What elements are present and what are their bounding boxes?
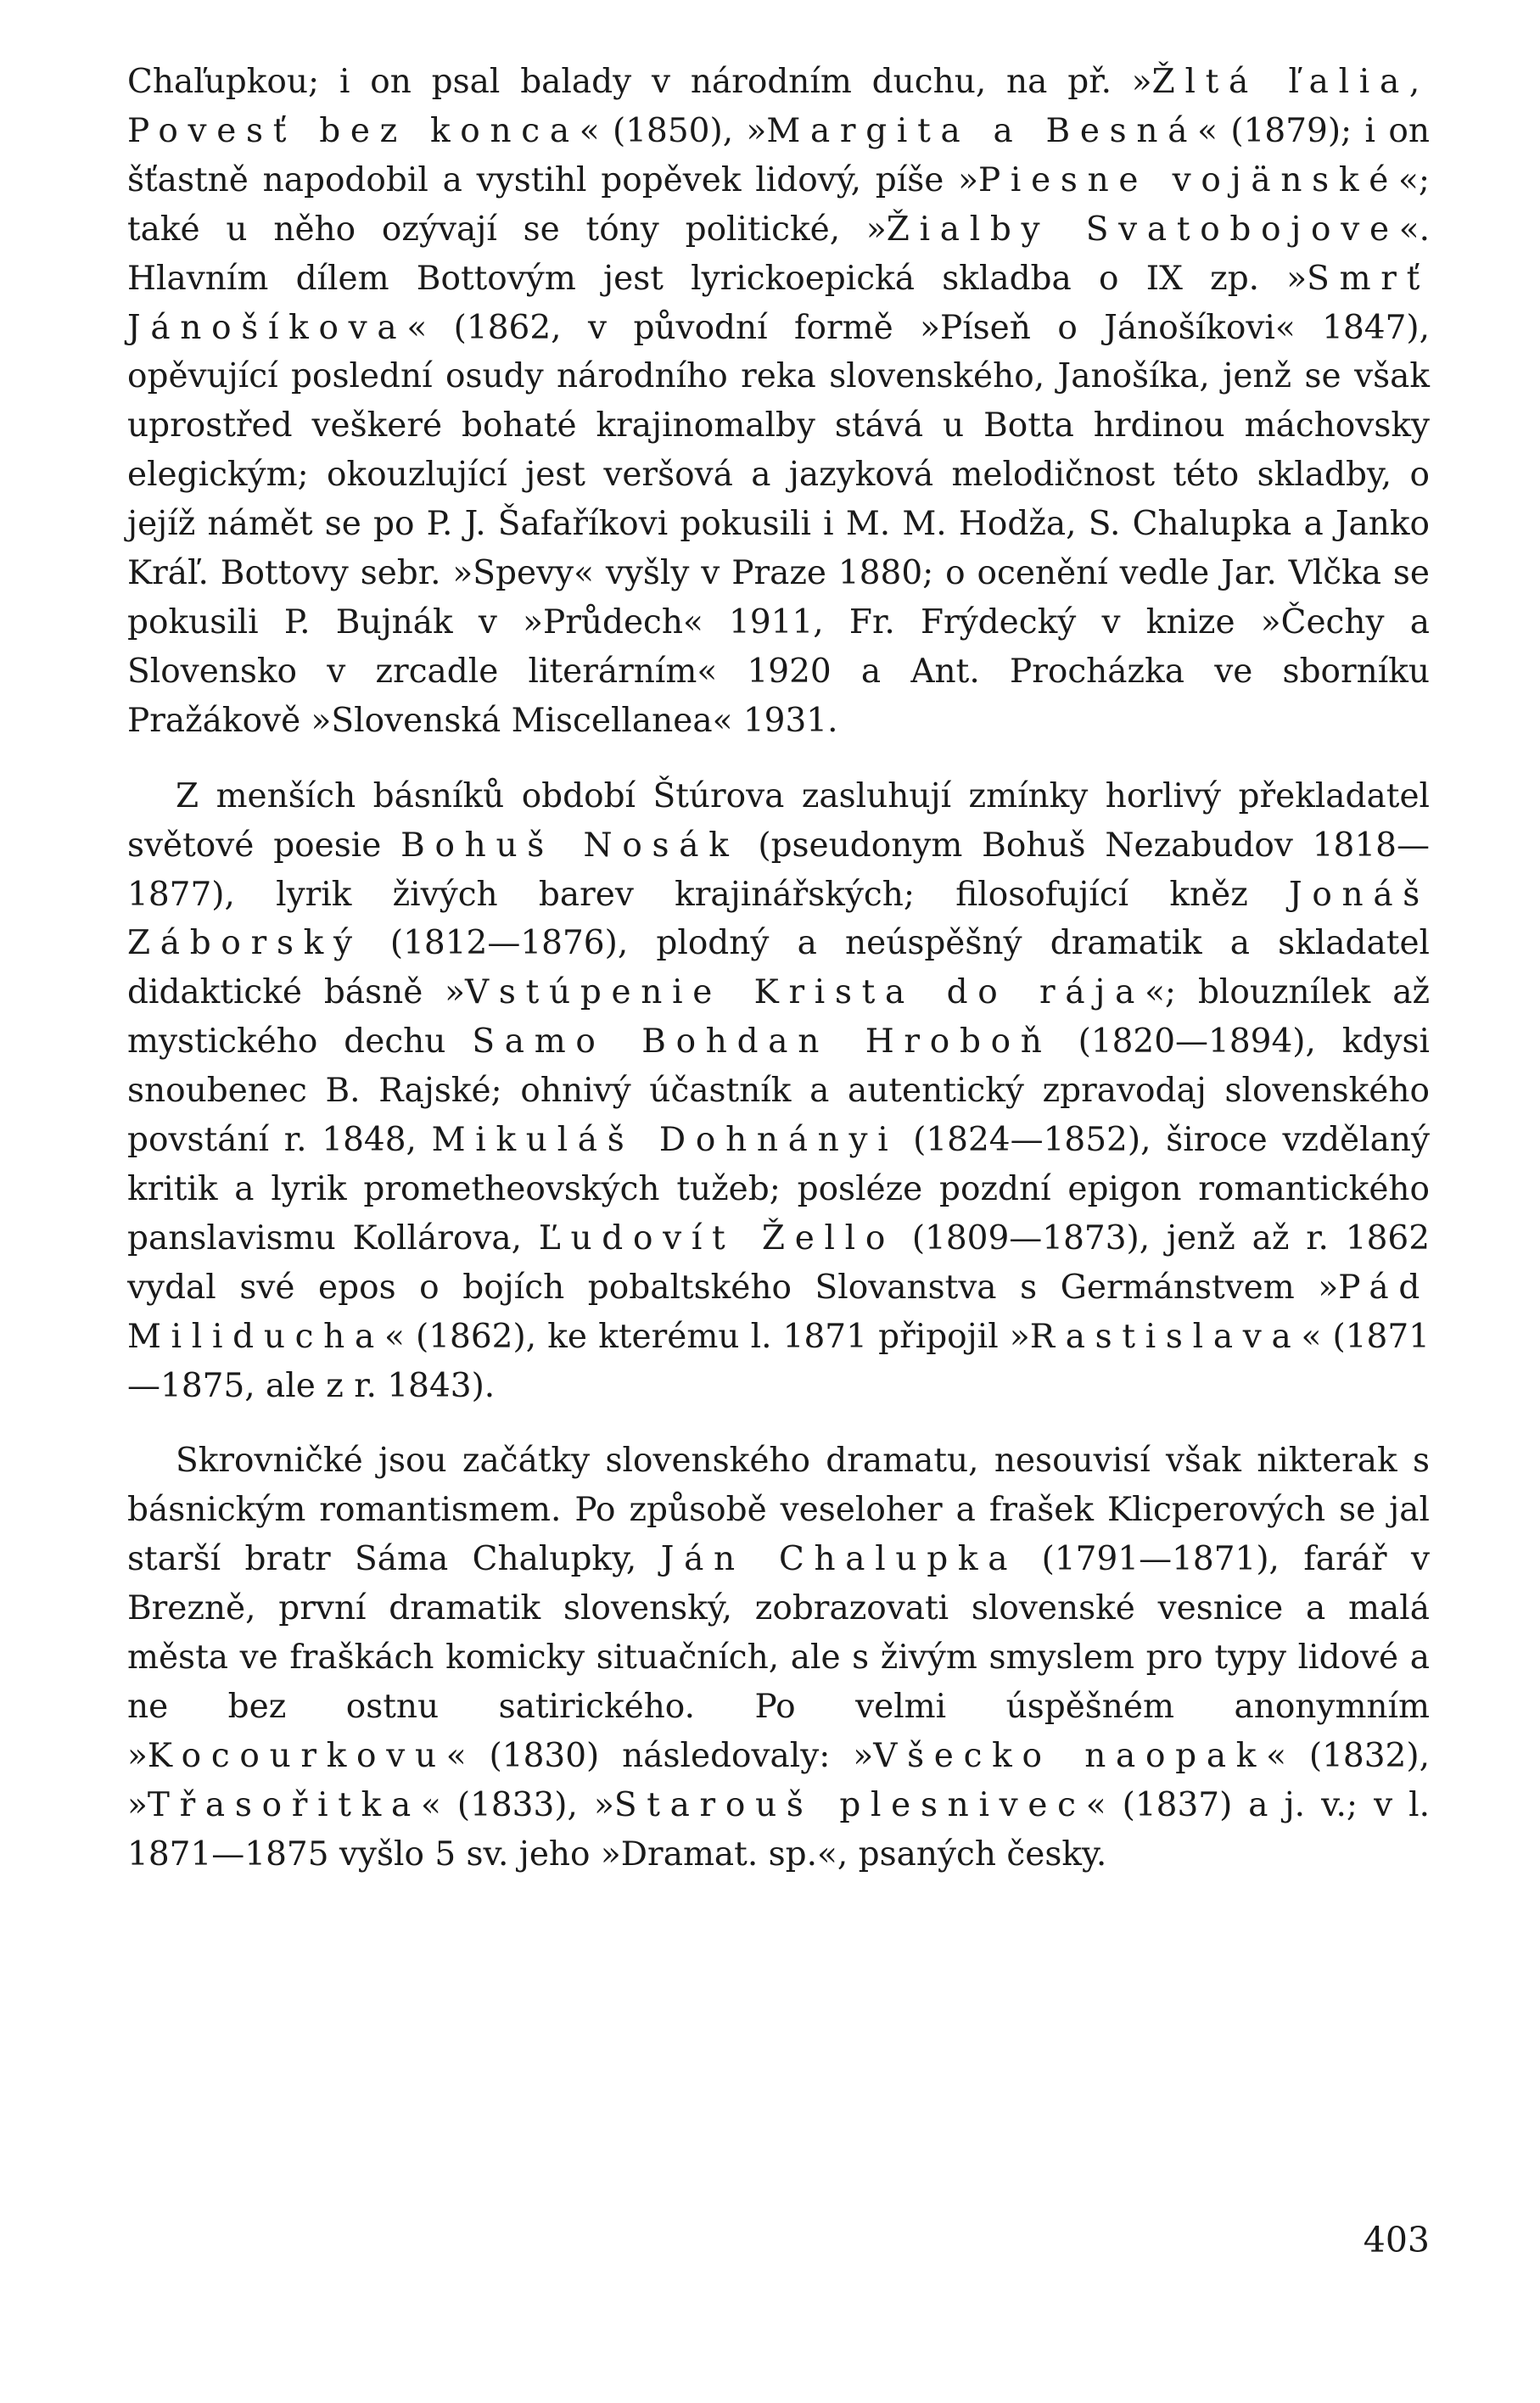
text-run: « (1871—1875, ale z r. 1843). xyxy=(127,1317,1430,1405)
spaced-emphasis: Kocourkovu xyxy=(147,1736,446,1775)
text-run: «; také u něho ozývají se tóny politické, » xyxy=(127,160,1430,249)
spaced-emphasis: Starouš plesnivec xyxy=(613,1785,1086,1824)
text-run: «; blouznílek až mystického dechu xyxy=(127,973,1430,1061)
text-run: « (1833), » xyxy=(420,1785,614,1824)
text-run: (1809—1873), jenž až r. 1862 vydal své epos o bojích pobaltského Slovanstva s Germánstvem » xyxy=(127,1218,1431,1307)
text-run: « (1879); i on šťastně napodobil a vystihl popěvek lidový, píše » xyxy=(127,111,1430,199)
text-run: (1824—1852), široce vzdělaný kritik a lyrik prometheovských tužeb; posléze pozdní epigon romantického panslavismu Kollárova, xyxy=(127,1121,1431,1258)
text-run: « (1862, v původní formě »Píseň o Jánošíkovi« 1847), opěvující poslední osudy národního reka slovenského, Janošíka, jenž se však uprostřed veškeré bohaté krajinomalby stává u Botta hrdinou máchovsky elegickým; okouzlující jest veršová a jazyková melodičnost této skladby, o jejíž námět se po P. J. Šafaříkovi pokusili i M. M. Hodža, S. Chalupka a Janko Kráľ. Bottovy sebr. »Spevy« vyšly v Praze 1880; o ocenění vedle Jar. Vlčka se pokusili P. Bujnák v »Průdech« 1911, Fr. Frýdecký v knize »Čechy a Slovensko v zrcadle literárním« 1920 a Ant. Procházka ve sborníku Pražákově »Slovenská Miscellanea« 1931. xyxy=(127,308,1430,740)
text-run: Skrovničké jsou začátky slovenského dramatu, nesouvisí však nikterak s básnickým romantismem. Po způsobě veseloher a frašek Klicperových se jal starší bratr Sáma Chalupky, xyxy=(127,1442,1430,1579)
spaced-emphasis: Mikuláš Dohnányi xyxy=(431,1121,899,1160)
text-run: « (1837) a j. v.; v l. 1871—1875 vyšlo 5 sv. jeho »Dramat. sp.«, psaných česky. xyxy=(127,1785,1430,1874)
spaced-emphasis: Třasořitka xyxy=(147,1785,421,1824)
spaced-emphasis: Ľudovít Žello xyxy=(538,1218,896,1258)
body-text xyxy=(127,58,1430,1879)
text-run: «. Hlavním dílem Bottovým jest lyrickoepická skladba o IX zp. » xyxy=(127,210,1431,298)
text-run: « (1832), » xyxy=(127,1736,1430,1824)
spaced-emphasis: Samo Bohdan Hroboň xyxy=(472,1022,1052,1061)
text-run: (1791—1871), farář v Brezně, první dramatik slovenský, zobrazovati slovenské vesnice a malá města ve fraškách komicky situačních, ale s živým smyslem pro typy lidové a ne bez ostnu satirického. Po velmi úspěšném anonymním » xyxy=(127,1540,1431,1775)
spaced-emphasis: Jonáš Záborský xyxy=(127,875,1430,963)
text-run: (1812—1876), plodný a neúspěšný dramatik a skladatel didaktické básně » xyxy=(127,924,1430,1012)
spaced-emphasis: Vstúpenie Krista do rája xyxy=(465,973,1145,1012)
text-run: « (1830) následovaly: » xyxy=(445,1736,874,1775)
spaced-emphasis: Žialby Svatobojove xyxy=(886,210,1399,249)
spaced-emphasis: Margita a Besná xyxy=(766,111,1198,150)
spaced-emphasis: Žltá ľalia, Povesť bez konca xyxy=(127,63,1430,150)
text-run: « (1862), ke kterému l. 1871 připojil » xyxy=(384,1317,1030,1356)
text-run: (1820—1894), kdysi snoubenec B. Rajské; ohnivý účastník a autentický zpravodaj slovenského povstání r. 1848, xyxy=(127,1022,1430,1160)
paragraph-minor-poets xyxy=(127,772,1430,1411)
text-run: Z menších básníků období Štúrova zasluhují zmínky horlivý překladatel světové poesie xyxy=(127,776,1430,865)
spaced-emphasis: Ján Chalupka xyxy=(660,1540,1018,1579)
paragraph-drama xyxy=(127,1437,1430,1879)
text-run: « (1850), » xyxy=(579,111,767,150)
spaced-emphasis: Piesne vojänské xyxy=(977,160,1398,199)
paragraph-bott xyxy=(127,58,1430,746)
text-run: Chaľupkou; i on psal balady v národním duchu, na př. » xyxy=(127,63,1152,101)
page-number: 403 xyxy=(1363,2220,1430,2260)
text-run: (pseudonym Bohuš Nezabudov 1818—1877), lyrik živých barev krajinářských; filosofující kněz xyxy=(127,826,1430,914)
spaced-emphasis: Všecko naopak xyxy=(873,1736,1267,1775)
spaced-emphasis: Smrť Jánošíkova xyxy=(127,259,1430,347)
spaced-emphasis: Pád Miliducha xyxy=(127,1268,1430,1356)
spaced-emphasis: Rastislava xyxy=(1029,1317,1302,1356)
spaced-emphasis: Bohuš Nosák xyxy=(400,826,739,865)
